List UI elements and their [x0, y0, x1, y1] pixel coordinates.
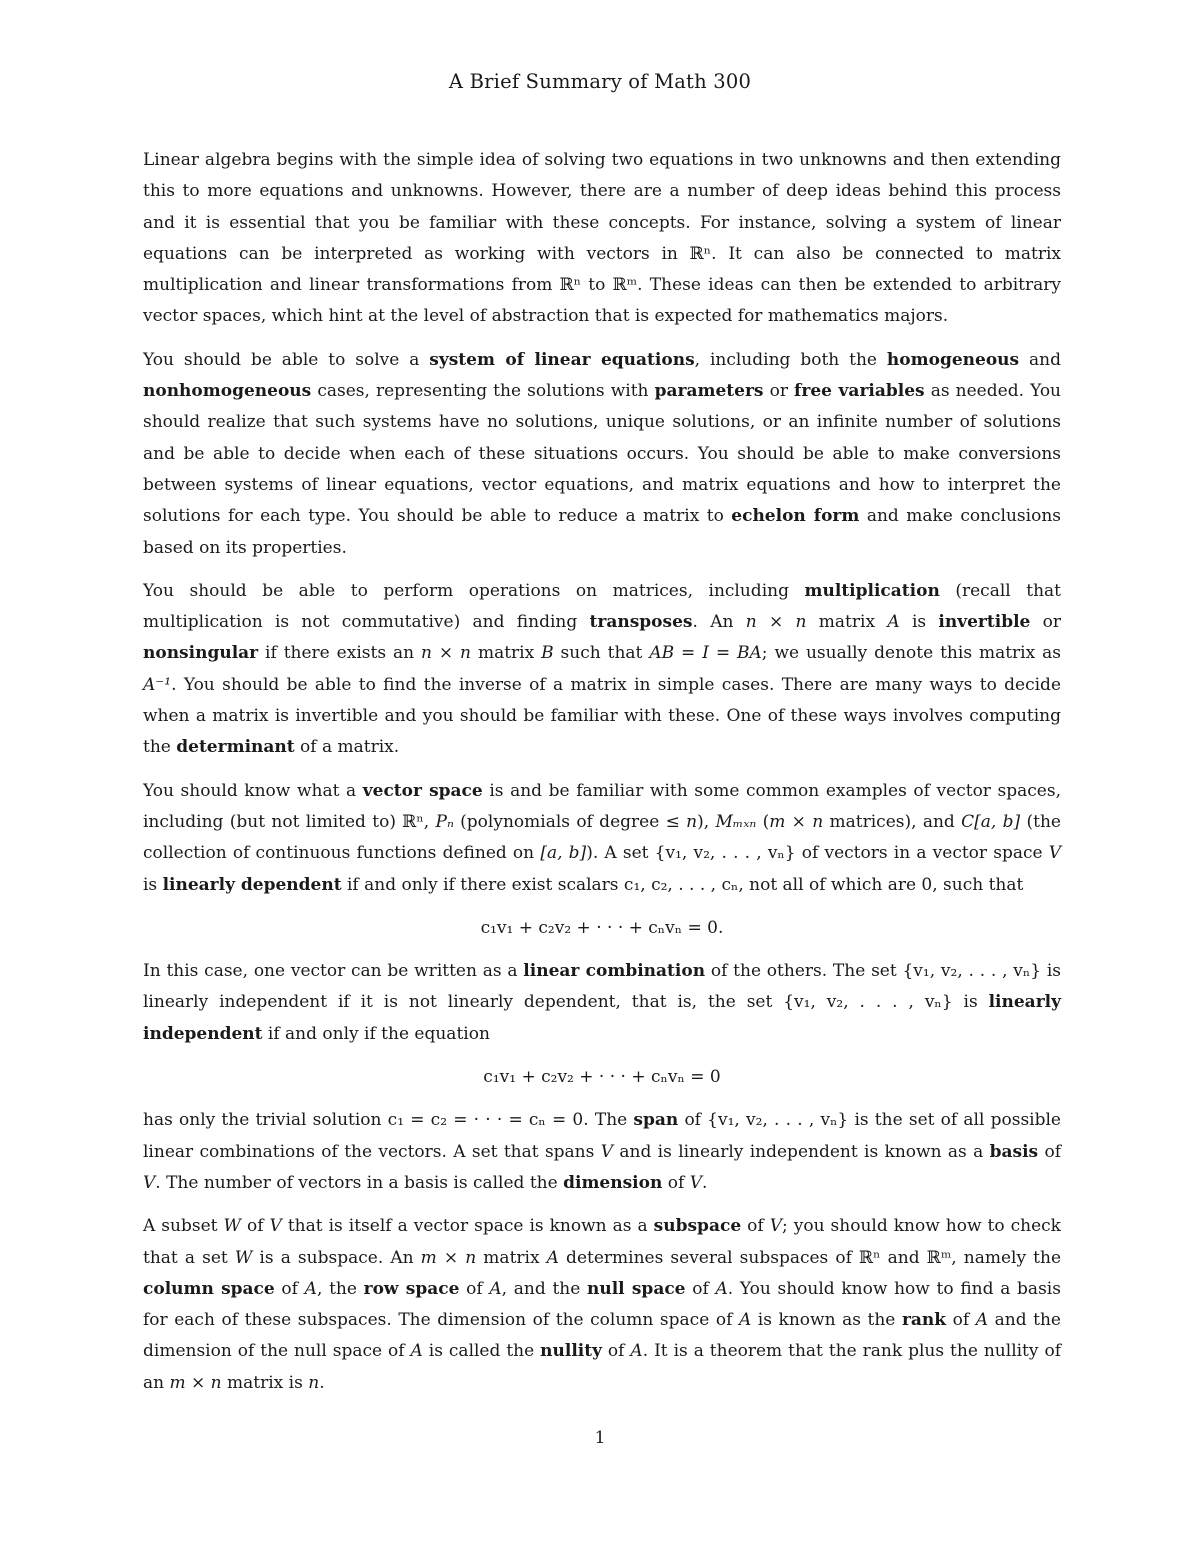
math-inline: A	[304, 1278, 317, 1299]
text-run: of	[741, 1216, 770, 1237]
text-run: matrix is	[221, 1372, 309, 1393]
term-multiplication: multiplication	[804, 580, 940, 601]
term-free-variables: free variables	[794, 381, 925, 402]
text-run: You should be able to solve a	[143, 349, 430, 370]
equation-linear-independence: c₁v₁ + c₂v₂ + · · · + cₙvₙ = 0	[483, 1067, 721, 1088]
math-inline: B	[541, 643, 554, 664]
text-run: ; you should know how to check that a set	[143, 1216, 1061, 1268]
term-transposes: transposes	[589, 612, 693, 633]
text-run: matrix	[806, 612, 888, 633]
math-inline: A	[887, 612, 900, 633]
math-inline: V	[143, 1172, 156, 1193]
term-basis: basis	[989, 1141, 1039, 1162]
math-inline: Pₙ	[435, 811, 454, 832]
text-run: has only the trivial solution c₁ = c₂ = · · · = cₙ = 0. The	[143, 1110, 634, 1131]
math-inline: m × n	[169, 1372, 222, 1393]
term-system-of-linear-equations: system of linear equations	[429, 349, 695, 370]
text-run: (	[756, 811, 770, 832]
text-run: . The number of vectors in a basis is called the	[155, 1172, 564, 1193]
text-run: such that	[553, 643, 650, 664]
term-homogeneous: homogeneous	[886, 349, 1020, 370]
math-inline: V	[1048, 843, 1062, 864]
term-column-space: column space	[143, 1278, 275, 1299]
text-run: In this case, one vector can be written as a	[143, 961, 524, 982]
text-run: , and the	[501, 1278, 587, 1299]
text-run: is known as the	[751, 1310, 902, 1331]
text-run: or	[1030, 612, 1062, 633]
math-inline: A	[410, 1341, 423, 1362]
math-inline: Mₘₓₙ	[715, 811, 757, 832]
text-run: and the dimension of the null space of	[143, 1310, 1061, 1362]
math-inline: V	[600, 1141, 613, 1162]
text-run: of the others. The set {v₁, v₂, . . . , vₙ} is linearly independent if it is not linearly dependent, that is, the set {v₁, v₂, . . . , vₙ} is	[143, 961, 1061, 1013]
text-run: is and be familiar with some common examples of vector spaces, including (but not limited to) ℝⁿ,	[143, 780, 1061, 832]
paragraph-text: Linear algebra begins with the simple idea of solving two equations in two unknowns and then extending this to more equations and unknowns. However, there are a number of deep ideas behind this process and it is essential that you be familiar with these concepts. For instance, solving a system of linear equations can be interpreted as working with vectors in ℝⁿ. It can also be connected to matrix multiplication and linear transformations from ℝⁿ to ℝᵐ. These ideas can then be extended to arbitrary vector spaces, which hint at the level of abstraction that is expected for mathematics majors.	[143, 150, 1061, 327]
paragraph-matrix-operations	[143, 576, 1061, 764]
text-run: , the	[316, 1278, 364, 1299]
text-run: of	[459, 1278, 490, 1299]
text-run: ; we usually denote this matrix as	[761, 643, 1062, 664]
term-linearly-independent: linearly independent	[143, 992, 1061, 1044]
paragraph-linear-independence	[143, 956, 1061, 1050]
text-run: ),	[697, 811, 716, 832]
text-run: that is itself a vector space is known as a	[281, 1216, 654, 1237]
text-run: of a matrix.	[294, 737, 400, 758]
math-inline: A	[715, 1278, 728, 1299]
text-run: and	[1019, 349, 1061, 370]
term-rank: rank	[901, 1310, 947, 1331]
text-run: (recall that multiplication is not commutative) and finding	[143, 580, 1061, 633]
text-run: of	[601, 1341, 631, 1362]
equation-linear-dependence: c₁v₁ + c₂v₂ + · · · + cₙvₙ = 0.	[480, 917, 724, 938]
term-span: span	[633, 1110, 679, 1131]
term-dimension: dimension	[563, 1172, 663, 1193]
term-linearly-dependent: linearly dependent	[162, 874, 342, 895]
text-run: determines several subspaces of ℝⁿ and ℝᵐ, namely the	[558, 1247, 1062, 1268]
math-inline: V	[269, 1216, 282, 1237]
math-inline: C[a, b]	[961, 811, 1021, 832]
text-run: of	[685, 1278, 716, 1299]
text-run: if and only if there exist scalars c₁, c₂, . . . , cₙ, not all of which are 0, such that	[341, 874, 1024, 895]
page-number: 1	[594, 1428, 606, 1448]
text-run: of	[274, 1278, 305, 1299]
text-run: if and only if the equation	[262, 1023, 490, 1044]
paragraph-vector-spaces	[143, 776, 1061, 901]
text-run: , including both the	[694, 349, 887, 370]
text-run: if there exists an	[258, 643, 421, 664]
text-run: is	[143, 874, 163, 895]
math-inline: A	[738, 1310, 752, 1331]
math-inline: n	[686, 811, 698, 832]
paragraph-intro	[143, 145, 1061, 333]
text-run: is	[899, 612, 939, 633]
page-title: A Brief Summary of Math 300	[448, 70, 752, 93]
term-null-space: null space	[587, 1278, 686, 1299]
text-run: is a subspace. An	[252, 1247, 421, 1268]
text-run: of	[946, 1310, 976, 1331]
term-nullity: nullity	[540, 1341, 602, 1362]
term-subspace: subspace	[653, 1216, 742, 1237]
term-row-space: row space	[363, 1278, 460, 1299]
text-run: of	[1038, 1141, 1061, 1162]
math-inline: n	[308, 1372, 320, 1393]
math-inline: n × n	[745, 612, 807, 633]
text-run: matrices), and	[823, 811, 962, 832]
math-inline: m × n	[769, 811, 824, 832]
math-inline: A	[546, 1247, 559, 1268]
math-inline: A⁻¹	[143, 674, 172, 695]
text-run: or	[763, 381, 795, 402]
text-run: . You should know how to find a basis for each of these subspaces. The dimension of the column space of	[143, 1278, 1061, 1331]
text-run: (polynomials of degree ≤	[453, 811, 687, 832]
term-echelon-form: echelon form	[731, 506, 860, 527]
text-run: of	[240, 1216, 270, 1237]
term-linear-combination: linear combination	[523, 961, 706, 982]
term-invertible: invertible	[938, 612, 1031, 633]
paragraph-linear-systems	[143, 345, 1061, 564]
text-run: .	[701, 1172, 708, 1193]
text-run: . You should be able to find the inverse of a matrix in simple cases. There are many ways to decide when a matrix is invertible and you should be familiar with these. One of these ways involves computing the	[143, 674, 1061, 758]
document-body	[143, 145, 1061, 1411]
text-run: . An	[692, 612, 746, 633]
text-run: You should be able to perform operations on matrices, including	[143, 580, 805, 601]
math-inline: [a, b]	[540, 843, 587, 864]
math-inline: m × n	[420, 1247, 477, 1268]
text-run: as needed. You should realize that such systems have no solutions, unique solutions, or an infinite number of solutions and be able to decide when each of these situations occurs. You should be able to make conversions between systems of linear equations, vector equations, and matrix equations and how to interpret the solutions for each type. You should be able to reduce a matrix to	[143, 381, 1062, 527]
text-run: of {v₁, v₂, . . . , vₙ} is the set of all possible linear combinations of the vectors. A set that spans	[143, 1110, 1061, 1162]
term-nonhomogeneous: nonhomogeneous	[143, 381, 312, 402]
paragraph-span-basis	[143, 1105, 1061, 1199]
text-run: cases, representing the solutions with	[311, 381, 655, 402]
text-run: matrix	[476, 1247, 547, 1268]
term-vector-space: vector space	[362, 780, 483, 801]
math-inline: W	[234, 1247, 253, 1268]
text-run: and make conclusions based on its properties.	[143, 506, 1062, 558]
term-nonsingular: nonsingular	[143, 643, 259, 664]
math-inline: AB = I = BA	[649, 643, 762, 664]
text-run: is called the	[422, 1341, 541, 1362]
math-inline: A	[630, 1341, 643, 1362]
text-run: You should know what a	[143, 780, 363, 801]
text-run: A subset	[143, 1216, 224, 1237]
math-inline: n × n	[421, 643, 472, 664]
math-inline: W	[223, 1216, 241, 1237]
term-determinant: determinant	[176, 737, 295, 758]
text-run: . It is a theorem that the rank plus the nullity of an	[143, 1341, 1061, 1393]
math-inline: A	[489, 1278, 502, 1299]
math-inline: A	[975, 1310, 989, 1331]
math-inline: V	[769, 1216, 782, 1237]
term-parameters: parameters	[654, 381, 764, 402]
paragraph-subspaces	[143, 1211, 1061, 1399]
text-run: and is linearly independent is known as a	[613, 1141, 990, 1162]
math-inline: V	[689, 1172, 702, 1193]
text-run: matrix	[471, 643, 542, 664]
text-run: ). A set {v₁, v₂, . . . , vₙ} of vectors in a vector space	[586, 843, 1049, 864]
text-run: .	[319, 1372, 325, 1393]
text-run: (the collection of continuous functions defined on	[143, 811, 1061, 864]
text-run: of	[662, 1172, 690, 1193]
